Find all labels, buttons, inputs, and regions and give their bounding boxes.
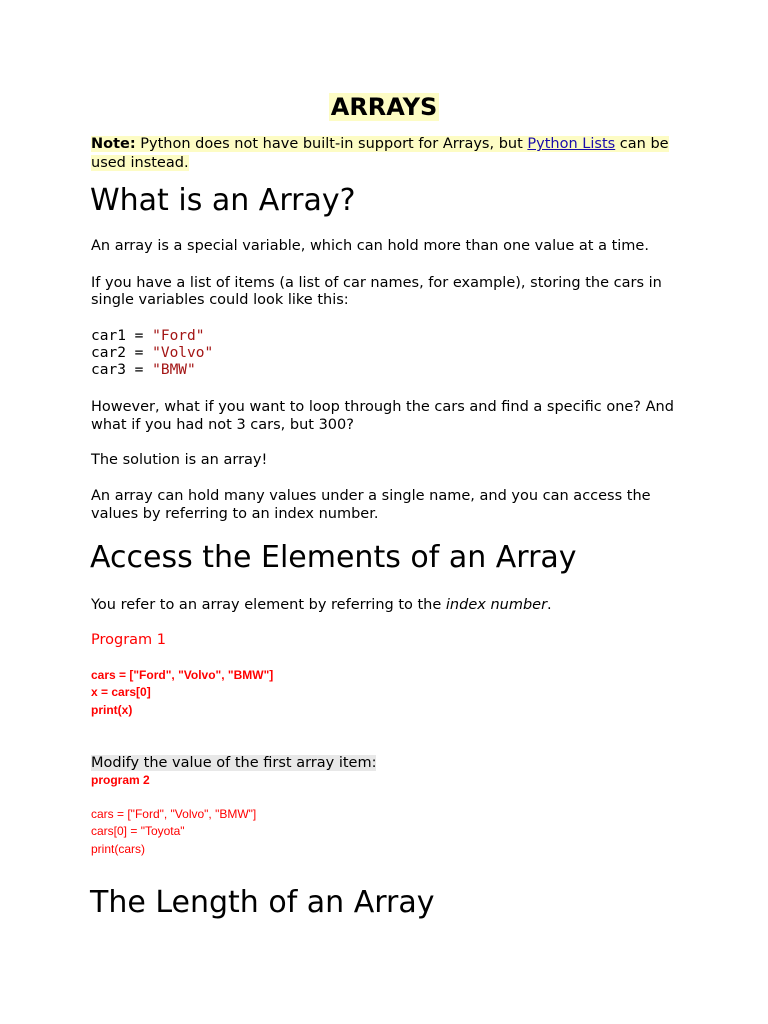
code-line: car3 = "BMW" <box>91 362 196 378</box>
program-2-label: program 2 <box>91 773 150 787</box>
code-line: car2 = "Volvo" <box>91 345 214 361</box>
program-2-code-line: print(cars) <box>91 842 146 856</box>
note-highlight <box>91 136 669 171</box>
heading-length-of-array: The Length of an Array <box>90 885 435 920</box>
note-label: Note: <box>91 136 136 152</box>
program-1-code-line: print(x) <box>91 703 133 717</box>
code-line: car1 = "Ford" <box>91 328 205 344</box>
page-title: ARRAYS <box>330 93 438 121</box>
python-lists-link[interactable]: Python Lists <box>527 136 616 152</box>
paragraph-loop-line-2: what if you had not 3 cars, but 300? <box>91 417 354 433</box>
paragraph-index-line-1: An array can hold many values under a single name, and you can access the <box>91 488 651 504</box>
program-1-code-line: x = cars[0] <box>91 685 151 699</box>
note-text-before: Python does not have built-in support for Arrays, but <box>135 136 528 152</box>
program-2-code-line: cars[0] = "Toyota" <box>91 824 185 838</box>
program-2-code-line: cars = ["Ford", "Volvo", "BMW"] <box>91 807 257 821</box>
program-1-label: Program 1 <box>91 632 167 648</box>
note-paragraph <box>91 135 691 173</box>
paragraph-definition: An array is a special variable, which can hold more than one value at a time. <box>91 238 649 254</box>
paragraph-list-items-line-2: single variables could look like this: <box>91 292 349 308</box>
paragraph-loop-line-1: However, what if you want to loop through the cars and find a specific one? And <box>91 399 674 415</box>
heading-access-elements: Access the Elements of an Array <box>90 540 577 575</box>
paragraph-index-number: You refer to an array element by referring to the index number. <box>91 597 552 613</box>
heading-what-is-an-array: What is an Array? <box>90 183 356 218</box>
program-1-code-line: cars = ["Ford", "Volvo", "BMW"] <box>91 668 274 682</box>
note-text-after: can be used instead. <box>91 136 669 171</box>
modify-instruction: Modify the value of the first array item: <box>91 755 377 771</box>
paragraph-list-items-line-1: If you have a list of items (a list of car names, for example), storing the cars in <box>91 275 662 291</box>
paragraph-solution: The solution is an array! <box>91 452 268 468</box>
paragraph-index-line-2: values by referring to an index number. <box>91 506 379 522</box>
